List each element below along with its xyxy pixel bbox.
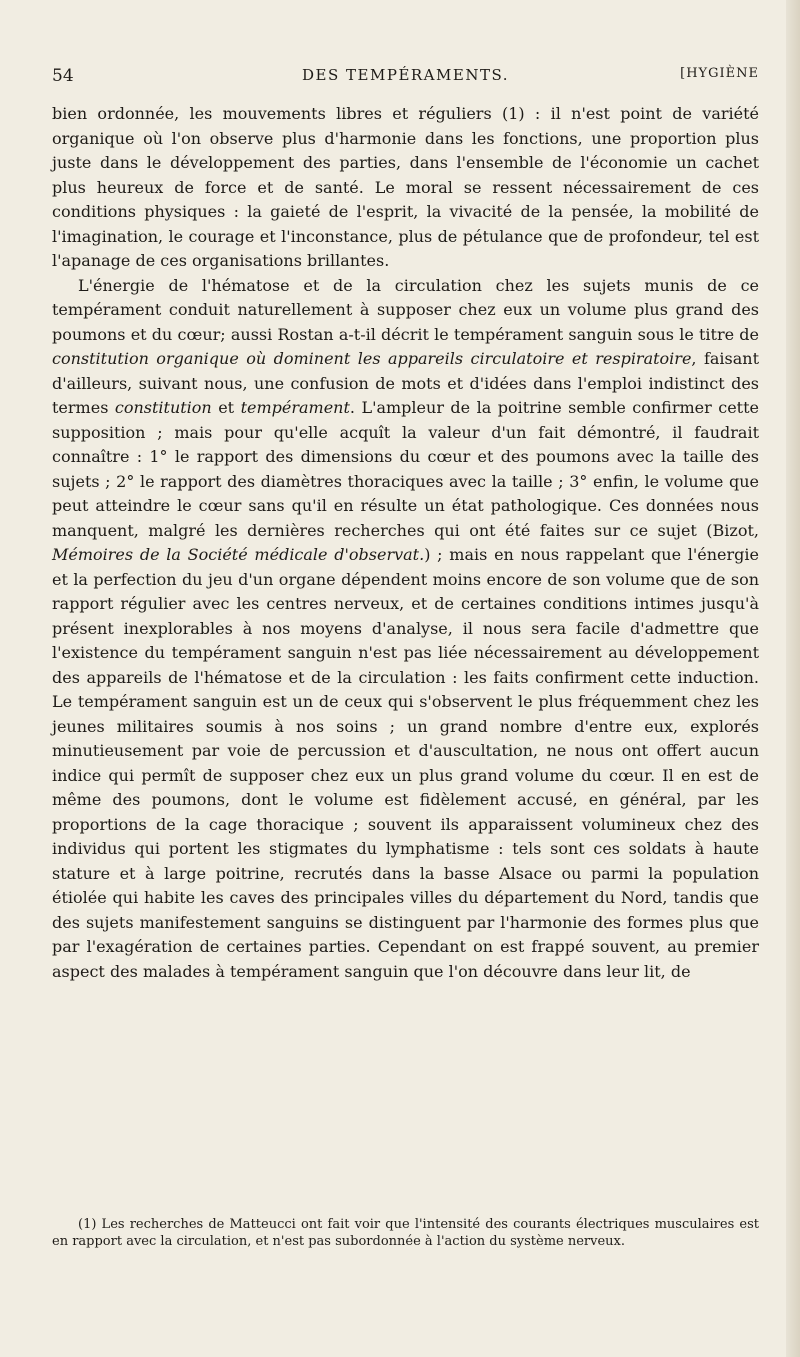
paragraph-1: [52, 102, 759, 274]
running-title: DES TEMPÉRAMENTS.: [302, 66, 509, 84]
text-segment: ) ; mais en nous rappelant que l'énergie et la perfection du jeu d'un organe dépendent moins encore de son volume que de son rapport régulier avec les centres nerveux, et de certaines conditions intimes jusqu'à présent inexplorables à nos moyens d'analyse, il nous sera facile d'admettre que l'existence du tempérament sanguin n'est pas liée nécessairement au développement des appareils de l'hématose et de la circulation : les faits confirment cette induction. Le tempérament sanguin est un de ceux qui s'observent le plus fréquemment chez les jeunes militaires soumis à nos soins ; un grand nombre d'entre eux, explorés minutieusement par voie de percussion et d'auscultation, ne nous ont offert aucun indice qui permît de supposer chez eux un plus grand volume du cœur. Il en est de même des poumons, dont le volume est fidèlement accusé, en général, par les proportions de la cage thoracique ; souvent ils apparaissent volumineux chez des individus qui portent les stigmates du lymphatisme : tels sont ces soldats à haute stature et à large poitrine, recrutés dans la basse Alsace ou parmi la population étiolée qui habite les caves des principales villes du département du Nord, tandis que des sujets manifestement sanguins se distinguent par l'harmonie des formes plus que par l'exagération de certaines parties. Cependant on est frappé souvent, au premier aspect des malades à tempérament sanguin que l'on découvre dans leur lit, de: [52, 545, 760, 981]
text-segment: L'énergie de l'hématose et de la circulation chez les sujets munis de ce tempérament conduit naturellement à supposer chez eux un volume plus grand des poumons et du cœur; aussi Rostan a-t-il décrit le tempérament sanguin sous le titre de: [52, 275, 759, 344]
paragraph-2: [52, 274, 759, 985]
footnote: [52, 1216, 759, 1250]
text-segment: et: [211, 398, 241, 417]
italic-segment: Mémoires de la Société médicale d'observat.: [52, 545, 425, 564]
italic-segment: tempérament: [240, 398, 350, 417]
page-number: 54: [52, 66, 74, 86]
text-segment: , faisant d'ailleurs, suivant nous, une confusion de mots et d'idées dans l'emploi indistinct des termes: [52, 349, 760, 417]
footnote-text: (1) Les recherches de Matteucci ont fait voir que l'intensité des courants électriques musculaires est en rapport avec la circulation, et n'est pas subordonnée à l'action du système nerveux.: [52, 1217, 759, 1249]
text-segment: bien ordonnée, les mouvements libres et réguliers (1) : il n'est point de variété organique où l'on observe plus d'harmonie dans les fonctions, une proportion plus juste dans le développement des parties, dans l'ensemble de l'économie un cachet plus heureux de force et de santé. Le moral se ressent nécessairement de ces conditions physiques : la gaieté de l'esprit, la vivacité de la pensée, la mobilité de l'imagination, le courage et l'inconstance, plus de pétulance que de profondeur, tel est l'apanage de ces organisations brillantes.: [52, 104, 759, 270]
italic-segment: constitution organique où dominent les appareils circulatoire et respiratoire: [52, 349, 692, 368]
body-text: [52, 102, 759, 984]
text-segment: . L'ampleur de la poitrine semble confirmer cette supposition ; mais pour qu'elle acquît la valeur d'un fait démontré, il faudrait connaître : 1° le rapport des dimensions du cœur et des poumons avec la taille des sujets ; 2° le rapport des diamètres thoraciques avec la taille ; 3° enfin, le volume que peut atteindre le cœur sans qu'il en résulte un état pathologique. Ces données nous manquent, malgré les dernières recherches qui ont été faites sur ce sujet (Bizot,: [52, 398, 759, 540]
page-edge: [786, 0, 800, 1357]
section-tag: [HYGIÈNE: [680, 66, 759, 81]
page-header: [52, 60, 759, 92]
italic-segment: constitution: [114, 398, 212, 417]
